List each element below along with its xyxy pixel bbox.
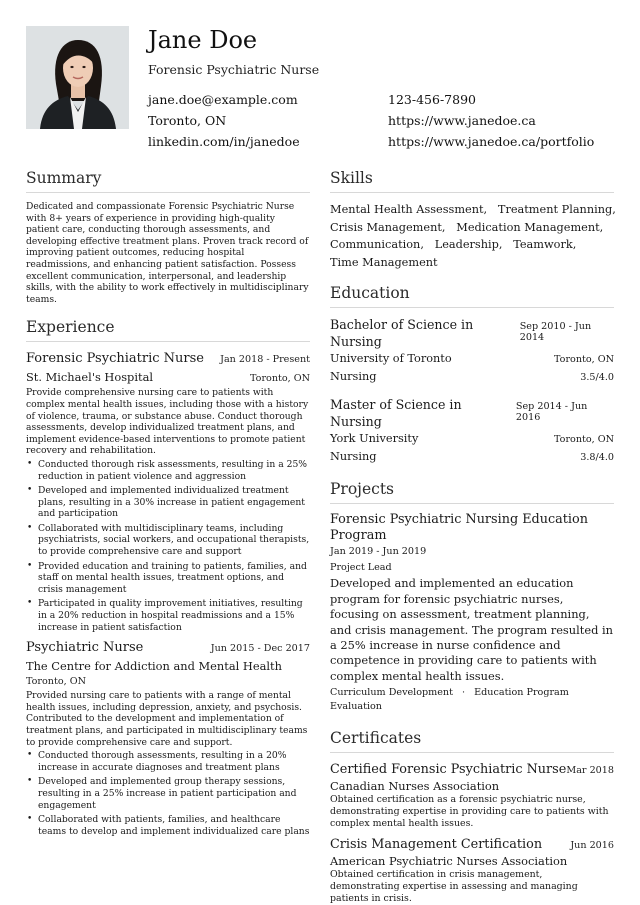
candidate-title: Forensic Psychiatric Nurse xyxy=(148,62,320,77)
linkedin-link[interactable]: linkedin.com/in/janedoe xyxy=(148,134,300,149)
certificate-title: Certified Forensic Psychiatric Nurse xyxy=(330,762,567,778)
job-location: Toronto, ON xyxy=(26,676,86,688)
education-heading: Education xyxy=(330,283,614,308)
bullet-item: • Conducted thorough assessments, resulting in a 20% increase in accurate diagnoses and treatment plans xyxy=(27,750,287,773)
school-location: Toronto, ON xyxy=(554,354,614,366)
bullet-item: • Developed and implemented individualized treatment plans, resulting in a 30% increase in patient engagement and participation xyxy=(27,485,305,520)
website-link[interactable]: https://www.janedoe.ca xyxy=(388,113,536,128)
job-bullets xyxy=(26,459,310,633)
education-entry xyxy=(330,396,614,465)
project-role: Project Lead xyxy=(330,562,392,574)
degree: Master of Science in Nursing xyxy=(330,397,462,430)
job-bullets xyxy=(26,750,310,837)
school-location: Toronto, ON xyxy=(554,434,614,446)
education-entry xyxy=(330,316,614,385)
school: York University xyxy=(330,432,419,446)
profile-photo xyxy=(26,26,129,129)
email-link[interactable]: jane.doe@example.com xyxy=(148,92,298,107)
gpa: 3.8/4.0 xyxy=(580,451,614,463)
certificates-heading: Certificates xyxy=(330,728,614,753)
tag-separator: · xyxy=(462,687,466,699)
bullet-item: • Participated in quality improvement initiatives, resulting in a 20% reduction in hospital readmissions and a 15% increase in patient satisfaction xyxy=(27,598,303,633)
project-tag: Education Program Evaluation xyxy=(330,687,569,713)
project-title: Forensic Psychiatric Nursing Education Program xyxy=(330,512,588,544)
bullet-item: • Developed and implemented group therapy sessions, resulting in a 25% increase in patient participation and engagement xyxy=(27,776,297,811)
certificate-org: Canadian Nurses Association xyxy=(330,779,500,794)
job-location: Toronto, ON xyxy=(250,373,310,385)
project-tags xyxy=(330,686,614,714)
skills-line: Time Management xyxy=(330,255,438,269)
project-tag: Curriculum Development xyxy=(330,687,453,699)
field-of-study: Nursing xyxy=(330,449,377,463)
job-org: St. Michael's Hospital xyxy=(26,370,153,385)
location: Toronto, ON xyxy=(148,113,227,128)
school: University of Toronto xyxy=(330,352,452,366)
bullet-item: • Collaborated with multidisciplinary teams, including psychiatrists, social workers, and occupational therapists, to provide comprehensive care and support xyxy=(27,522,310,558)
skills-list xyxy=(330,201,614,271)
gpa: 3.5/4.0 xyxy=(580,371,614,383)
job-date: Jun 2015 - Dec 2017 xyxy=(210,643,310,655)
summary-heading: Summary xyxy=(26,168,310,193)
summary-text: Dedicated and compassionate Forensic Psychiatric Nurse with 8+ years of experience in providing high-quality patient care, conducting thorough assessments, and developing effective treatment plans. Proven track record of improving patient outcomes, reducing hospital readmissions, and enhancing patient satisfaction. Possess excellent communication, interpersonal, and leadership skills, with the ability to work effectively in multidisciplinary teams. xyxy=(26,201,309,305)
job-entry xyxy=(26,639,310,837)
job-description: Provide comprehensive nursing care to patients with complex mental health issues, including those with a history of violence, trauma, or substance abuse. Conduct thorough assessments, develop individualized treatment plans, and implement evidence-based interventions to promote patient recovery and rehabilitation. xyxy=(26,387,309,457)
project-entry xyxy=(330,512,614,714)
projects-heading: Projects xyxy=(330,479,614,504)
project-date: Jan 2019 - Jun 2019 xyxy=(330,546,427,558)
job-title: Psychiatric Nurse xyxy=(26,640,144,656)
bullet-item: • Collaborated with patients, families, and healthcare teams to develop and implement individualized care plans xyxy=(27,814,310,837)
certificate-date: Mar 2018 xyxy=(566,765,614,777)
certificate-entry xyxy=(330,836,614,905)
candidate-name: Jane Doe xyxy=(148,26,258,54)
phone-number: 123-456-7890 xyxy=(388,92,476,107)
bullet-item: • Conducted thorough risk assessments, resulting in a 25% reduction in patient violence and aggression xyxy=(27,458,308,482)
job-title: Forensic Psychiatric Nurse xyxy=(26,351,204,367)
degree: Bachelor of Science in Nursing xyxy=(330,317,474,350)
right-column xyxy=(330,168,614,905)
left-column xyxy=(26,168,310,840)
portfolio-link[interactable]: https://www.janedoe.ca/portfolio xyxy=(388,134,595,149)
skills-line: Crisis Management, Medication Management, xyxy=(330,220,604,234)
edu-date: Sep 2014 - Jun 2016 xyxy=(515,401,588,424)
skills-line: Mental Health Assessment, Treatment Planning, xyxy=(330,203,616,216)
certificate-description: Obtained certification in crisis management, demonstrating expertise in assessing and managing patients in crisis. xyxy=(330,869,578,905)
project-description: Developed and implemented an education program for forensic psychiatric nurses, focusing on assessment, treatment planning, and crisis management. The program resulted in a 25% increase in nurse confidence and competence in providing care to patients with complex mental health issues. xyxy=(330,576,613,683)
bullet-item: • Provided education and training to patients, families, and staff on mental health issues, treatment options, and crisis management xyxy=(27,560,307,595)
job-org: The Centre for Addiction and Mental Health xyxy=(26,659,282,674)
job-entry xyxy=(26,350,310,633)
skills-heading: Skills xyxy=(330,168,614,193)
certificate-description: Obtained certification as a forensic psychiatric nurse, demonstrating expertise in providing care to patients with complex mental health issues. xyxy=(330,794,609,830)
certificate-title: Crisis Management Certification xyxy=(330,837,543,853)
job-description: Provided nursing care to patients with a range of mental health issues, including depression, anxiety, and psychosis. Contributed to the development and implementation of treatment plans, and participated in multidisciplinary teams to provide comprehensive care and support. xyxy=(26,690,308,748)
certificate-org: American Psychiatric Nurses Association xyxy=(330,854,568,869)
certificate-entry xyxy=(330,761,614,830)
experience-heading: Experience xyxy=(26,317,310,342)
job-date: Jan 2018 - Present xyxy=(220,354,310,366)
skills-line: Communication, Leadership, Teamwork, xyxy=(330,238,577,252)
certificate-date: Jun 2016 xyxy=(570,840,614,852)
edu-date: Sep 2010 - Jun 2014 xyxy=(519,321,592,344)
field-of-study: Nursing xyxy=(330,369,377,383)
